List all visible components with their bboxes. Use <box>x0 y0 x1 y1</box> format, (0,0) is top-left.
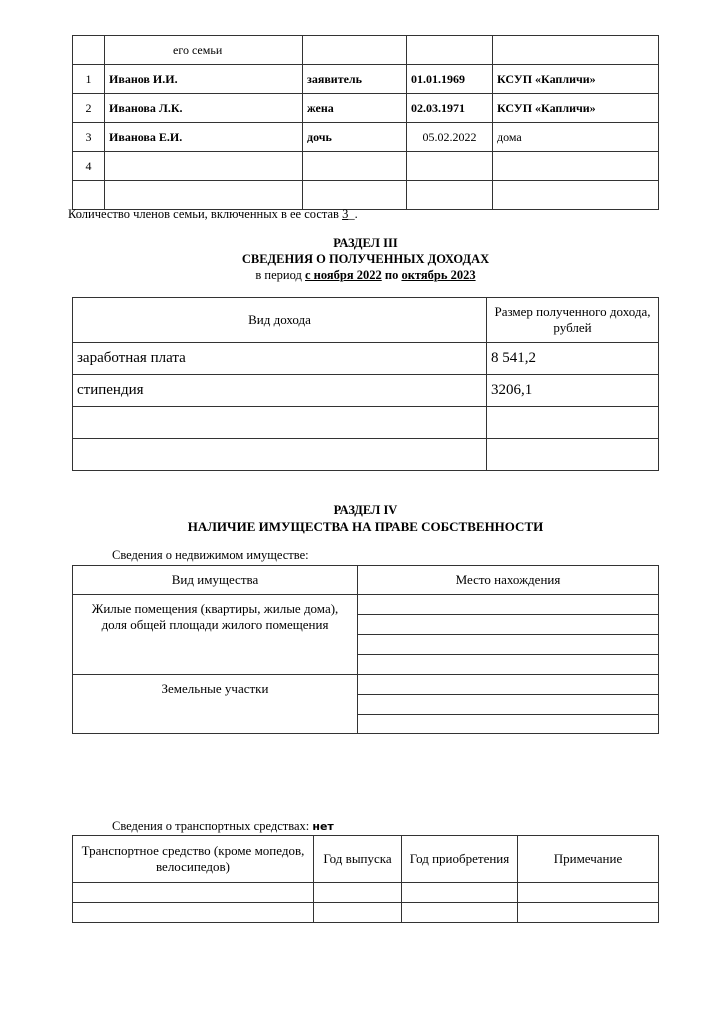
property-type-header: Вид имущества <box>73 566 358 595</box>
family-count-line <box>68 207 358 222</box>
family-count-value: 3 <box>342 207 349 221</box>
table-cell <box>402 883 518 903</box>
table-cell <box>358 655 659 675</box>
housing-label: Жилые помещения (квартиры, жилые дома), доля общей площади жилого помещения <box>73 595 358 675</box>
family-count-label: Количество членов семьи, включенных в ее состав <box>68 207 339 221</box>
row-number: 1 <box>73 65 105 94</box>
table-cell <box>314 903 402 923</box>
family-table <box>72 35 659 210</box>
member-name: Иванова Л.К. <box>105 94 303 123</box>
income-table <box>72 297 659 471</box>
table-cell <box>487 439 659 471</box>
table-row <box>73 675 659 695</box>
row-number: 4 <box>73 152 105 181</box>
table-cell <box>303 36 407 65</box>
income-amount-header: Размер полученного дохода, рублей <box>487 298 659 343</box>
family-header-cell: его семьи <box>105 36 303 65</box>
income-amount: 8 541,2 <box>487 343 659 375</box>
member-relation <box>303 152 407 181</box>
member-workplace <box>493 152 659 181</box>
table-cell <box>407 181 493 210</box>
income-amount: 3206,1 <box>487 375 659 407</box>
transport-line <box>112 819 334 834</box>
period-from: с ноября 2022 <box>305 268 382 282</box>
member-birthdate: 02.03.1971 <box>407 94 493 123</box>
family-count-suffix: _. <box>348 207 358 221</box>
table-row <box>73 595 659 615</box>
member-workplace: КСУП «Капличи» <box>493 94 659 123</box>
land-label: Земельные участки <box>73 675 358 734</box>
table-row <box>73 181 659 210</box>
table-cell <box>358 635 659 655</box>
table-cell <box>73 36 105 65</box>
member-name: Иванов И.И. <box>105 65 303 94</box>
period-to: октябрь 2023 <box>401 268 476 282</box>
year-made-header: Год выпуска <box>314 836 402 883</box>
transport-value: нет <box>312 820 334 833</box>
member-workplace: дома <box>493 123 659 152</box>
table-cell <box>105 181 303 210</box>
period-mid: по <box>384 268 399 282</box>
member-relation: жена <box>303 94 407 123</box>
table-cell <box>518 903 659 923</box>
table-row <box>73 407 659 439</box>
table-cell <box>73 407 487 439</box>
table-cell <box>407 36 493 65</box>
member-birthdate: 01.01.1969 <box>407 65 493 94</box>
table-row <box>73 883 659 903</box>
table-cell <box>493 181 659 210</box>
table-cell <box>487 407 659 439</box>
realty-label: Сведения о недвижимом имуществе: <box>112 548 309 562</box>
member-relation: дочь <box>303 123 407 152</box>
member-name: Иванова Е.И. <box>105 123 303 152</box>
table-row <box>73 94 659 123</box>
period-prefix: в период <box>255 268 302 282</box>
member-birthdate: 05.02.2022 <box>407 123 493 152</box>
table-cell <box>303 181 407 210</box>
section4-subtitle: НАЛИЧИЕ ИМУЩЕСТВА НА ПРАВЕ СОБСТВЕННОСТИ <box>187 519 544 534</box>
table-cell <box>358 675 659 695</box>
row-number: 3 <box>73 123 105 152</box>
table-row <box>73 343 659 375</box>
realty-table <box>72 565 659 734</box>
table-cell <box>73 439 487 471</box>
table-row <box>73 298 659 343</box>
member-birthdate <box>407 152 493 181</box>
note-header: Примечание <box>518 836 659 883</box>
table-row <box>73 836 659 883</box>
table-cell <box>493 36 659 65</box>
year-bought-header: Год приобретения <box>402 836 518 883</box>
table-cell <box>73 903 314 923</box>
member-relation: заявитель <box>303 65 407 94</box>
section3-subtitle: СВЕДЕНИЯ О ПОЛУЧЕННЫХ ДОХОДАХ <box>241 252 490 266</box>
income-type-header: Вид дохода <box>73 298 487 343</box>
table-row <box>73 123 659 152</box>
income-type: заработная плата <box>73 343 487 375</box>
table-row <box>73 375 659 407</box>
income-type: стипендия <box>73 375 487 407</box>
table-row <box>73 903 659 923</box>
table-cell <box>358 715 659 734</box>
section3-title: РАЗДЕЛ III <box>333 236 398 250</box>
table-row <box>73 566 659 595</box>
transport-label: Сведения о транспортных средствах: <box>112 819 310 833</box>
table-row <box>73 36 659 65</box>
table-cell <box>73 883 314 903</box>
table-cell <box>518 883 659 903</box>
table-row <box>73 65 659 94</box>
table-cell <box>73 181 105 210</box>
section4-title: РАЗДЕЛ IV <box>333 503 398 517</box>
member-workplace: КСУП «Капличи» <box>493 65 659 94</box>
table-cell <box>358 615 659 635</box>
table-cell <box>402 903 518 923</box>
table-row <box>73 439 659 471</box>
member-name <box>105 152 303 181</box>
table-cell <box>314 883 402 903</box>
table-cell <box>358 695 659 715</box>
table-row <box>73 152 659 181</box>
table-cell <box>358 595 659 615</box>
location-header: Место нахождения <box>358 566 659 595</box>
section3-period <box>72 268 659 283</box>
transport-table <box>72 835 659 923</box>
vehicle-header: Транспортное средство (кроме мопедов, велосипедов) <box>73 836 314 883</box>
row-number: 2 <box>73 94 105 123</box>
